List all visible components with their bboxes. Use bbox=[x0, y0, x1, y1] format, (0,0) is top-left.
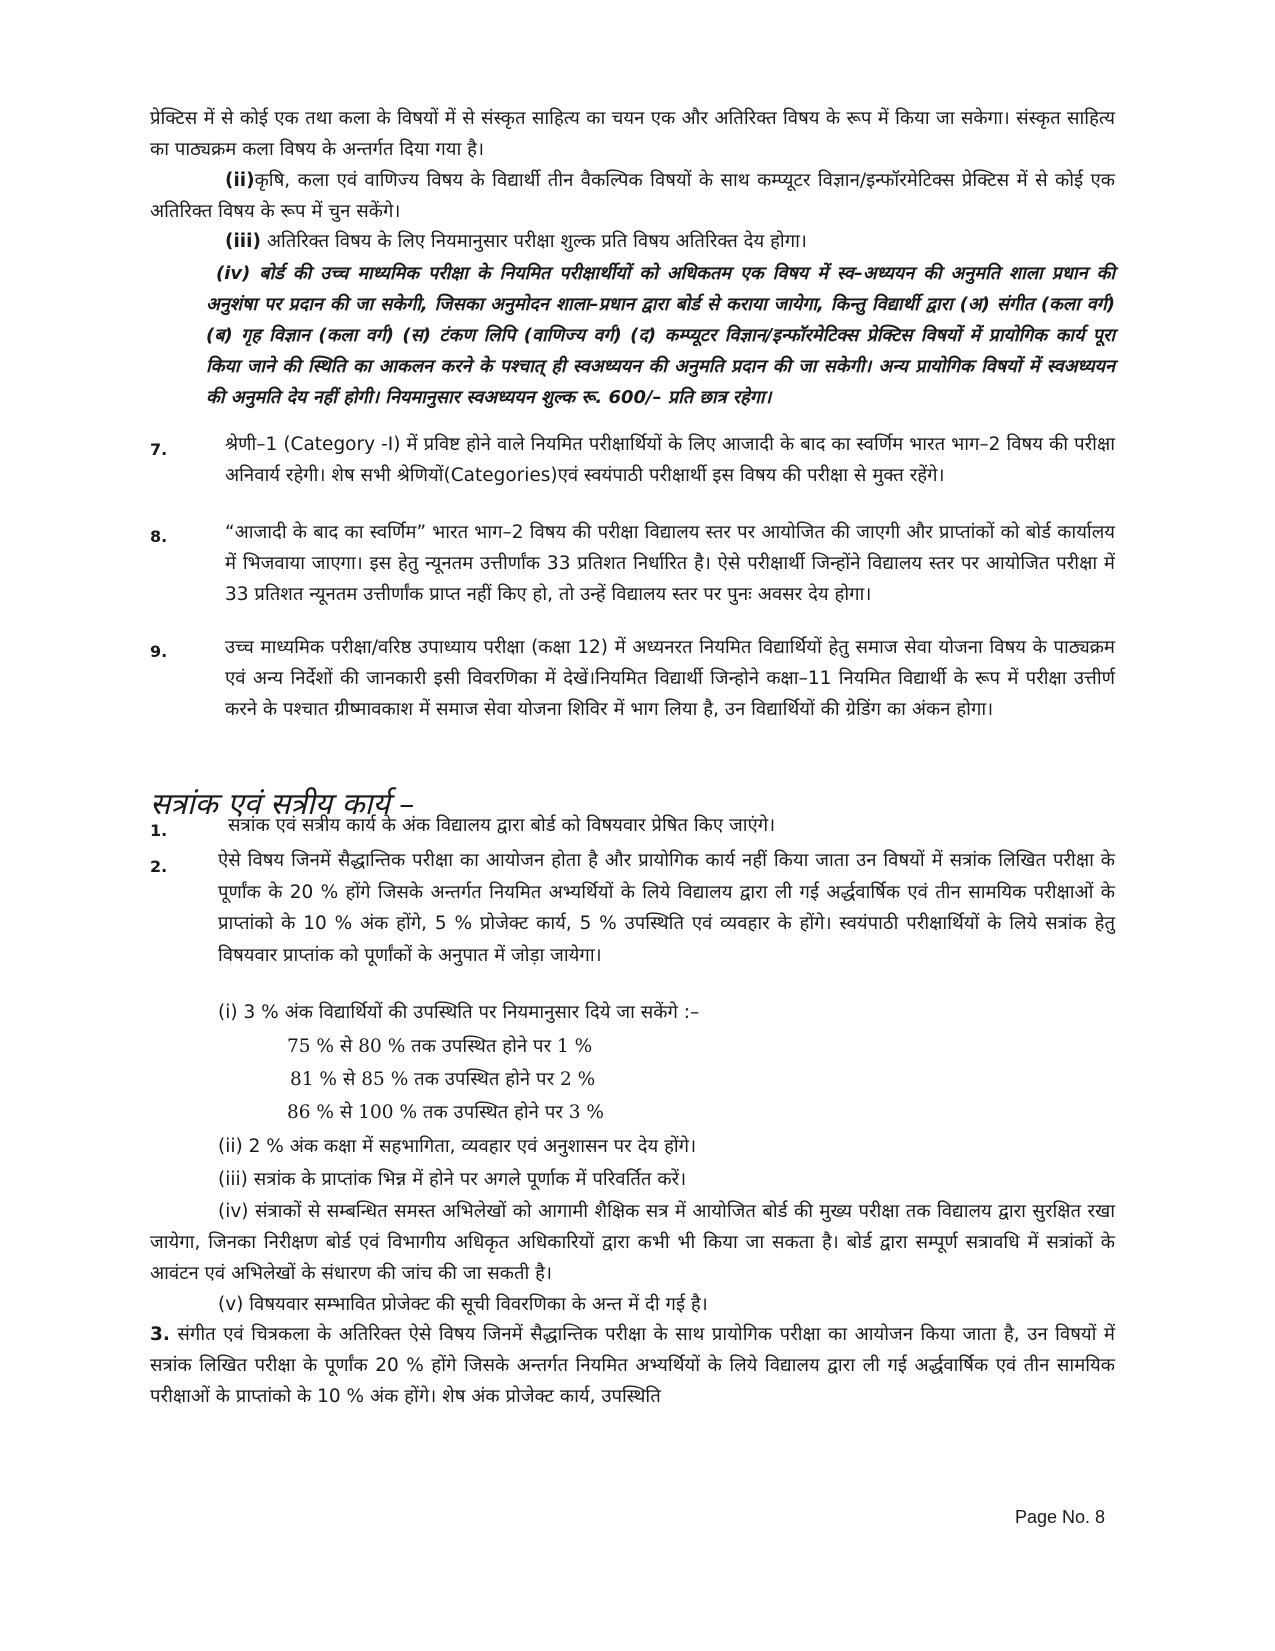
sub-item-iii: (iii) सत्रांक के प्राप्तांक भिन्न में होने पर अगले पूर्णाक में परिवर्तित करें। bbox=[218, 1169, 687, 1190]
item-3-text: संगीत एवं चित्रकला के अतिरिक्त ऐसे विषय जिनमें सैद्धान्तिक परीक्षा के साथ प्रायोगिक परीक्षा का आयोजन किया जाता है, उन विषयों में सत्रांक लिखित परीक्षा के पूर्णांक 20 % होंगे जिसके अन्तर्गत नियमित अभ्यर्थियों के लिये विद्यालय द्वारा ली गई अर्द्धवार्षिक एवं तीन सामयिक परीक्षाओं के प्राप्तांको के 10 % अंक होंगे। शेष अंक प्रोजेक्ट कार्य, उपस्थिति bbox=[150, 1324, 1115, 1407]
paragraph-ii-text: कृषि, कला एवं वाणिज्य विषय के विद्यार्थी तीन वैकल्पिक विषयों के साथ कम्प्यूटर विज्ञान/इन्फॉरमेटिक्स प्रेक्टिस में से कोई एक अतिरिक्त विषय के रूप में चुन सकेंगे। bbox=[150, 170, 1115, 222]
item-9-text: उच्च माध्यमिक परीक्षा/वरिष्ठ उपाध्याय परीक्षा (कक्षा 12) में अध्यनरत नियमित विद्यार्थियों हेतु समाज सेवा योजना विषय के पाठ्यक्रम एवं अन्य निर्देशों की जानकारी इसी विवरणिका में देखें।नियमित विद्यार्थी जिन्होने कक्षा–11 नियमित विद्यार्थी के रूप में परीक्षा उत्तीर्ण करने के पश्चात ग्रीष्मावकाश में समाज सेवा योजना शिविर में भाग लिया है, उन विद्यार्थियों की ग्रेडिंग का अंकन होगा। bbox=[225, 637, 1115, 720]
paragraph-iii bbox=[150, 226, 1115, 257]
attendance-row-2: 81 % से 85 % तक उपस्थित होने पर 2 % bbox=[290, 1069, 596, 1090]
label-ii: (ii) bbox=[225, 170, 255, 191]
attendance-row-1: 75 % से 80 % तक उपस्थित होने पर 1 % bbox=[287, 1036, 593, 1057]
section-item-2-number: 2. bbox=[150, 857, 168, 876]
section-heading: सत्रांक एवं सत्रीय कार्य – bbox=[150, 787, 415, 822]
sub-item-i: (i) 3 % अंक विद्यार्थियों की उपस्थिति पर नियमानुसार दिये जा सकेंगे :– bbox=[218, 1002, 700, 1023]
section-item-1-text: सत्रांक एवं सत्रीय कार्य के अंक विद्यालय द्वारा बोर्ड को विषयवार प्रेषित किए जाएंगे। bbox=[228, 815, 776, 836]
sub-item-ii: (ii) 2 % अंक कक्षा में सहभागिता, व्यवहार एवं अनुशासन पर देय होंगे। bbox=[218, 1136, 697, 1157]
paragraph-continuation: प्रेक्टिस में से कोई एक तथा कला के विषयों में से संस्कृत साहित्य का चयन एक और अतिरिक्त विषय के रूप में किया जा सकेगा। संस्कृत साहित्य का पाठ्यक्रम कला विषय के अन्तर्गत दिया गया है। bbox=[150, 108, 1115, 160]
page-number: Page No. 8 bbox=[1015, 1507, 1106, 1527]
paragraph-iii-text: अतिरिक्त विषय के लिए नियमानुसार परीक्षा शुल्क प्रति विषय अतिरिक्त देय होगा। bbox=[260, 231, 807, 252]
paragraph-iv-self-study: (iv) बोर्ड की उच्च माध्यमिक परीक्षा के नियमित परीक्षार्थीयों को अधिकतम एक विषय में स्व–अध्ययन की अनुमति शाला प्रधान की अनुशंषा पर प्रदान की जा सकेगी, जिसका अनुमोदन शाला–प्रधान द्वारा बोर्ड से कराया जायेगा, किन्तु विद्यार्थी द्वारा (अ) संगीत (कला वर्ग) (ब) गृह विज्ञान (कला वर्ग) (स) टंकण लिपि (वाणिज्य वर्ग) (द) कम्प्यूटर विज्ञान/इन्फॉरमेटिक्स प्रेक्टिस विषयों में प्रायोगिक कार्य पूरा किया जाने की स्थिति का आकलन करने के पश्चात् ही स्वअध्ययन की अनुमति प्रदान की जा सकेगी। अन्य प्रायोगिक विषयों में स्वअध्ययन की अनुमति देय नहीं होगी। नियमानुसार स्वअध्ययन शुल्क रू. 600/– प्रति छात्र रहेगा। bbox=[206, 263, 1115, 408]
item-7-number: 7. bbox=[150, 440, 168, 459]
section-item-2-text: ऐसे विषय जिनमें सैद्धान्तिक परीक्षा का आयोजन होता है और प्रायोगिक कार्य नहीं किया जाता उन विषयों में सत्रांक लिखित परीक्षा के पूर्णांक के 20 % होंगे जिसके अन्तर्गत नियमित अभ्यर्थियों के लिये विद्यालय द्वारा ली गई अर्द्धवार्षिक एवं तीन सामयिक परीक्षाओं के प्राप्तांको के 10 % अंक होंगे, 5 % प्रोजेक्ट कार्य, 5 % उपस्थिति एवं व्यवहार के होंगे। स्वयंपाठी परीक्षार्थियों के लिये सत्रांक हेतु विषयवार प्राप्तांक को पूर्णांकों के अनुपात में जोड़ा जायेगा। bbox=[218, 850, 1115, 966]
label-iii: (iii) bbox=[225, 231, 261, 252]
item-8-text: “आजादी के बाद का स्वर्णिम” भारत भाग–2 विषय की परीक्षा विद्यालय स्तर पर आयोजित की जाएगी और प्राप्तांकों को बोर्ड कार्यालय में भिजवाया जाएगा। इस हेतु न्यूनतम उत्तीर्णांक 33 प्रतिशत निर्धारित है। ऐसे परीक्षार्थी जिन्होंने विद्यालय स्तर पर आयोजित परीक्षा में 33 प्रतिशत न्यूनतम उत्तीर्णांक प्राप्त नहीं किए हो, तो उन्हें विद्यालय स्तर पर पुनः अवसर देय होगा। bbox=[225, 522, 1115, 605]
item-3 bbox=[150, 1319, 1115, 1412]
item-3-number: 3. bbox=[150, 1324, 170, 1345]
section-item-1-number: 1. bbox=[150, 821, 168, 840]
paragraph-ii bbox=[150, 165, 1115, 227]
sub-item-v: (v) विषयवार सम्भावित प्रोजेक्ट की सूची विवरणिका के अन्त में दी गई है। bbox=[218, 1294, 708, 1315]
item-9-number: 9. bbox=[150, 642, 168, 661]
attendance-row-3: 86 % से 100 % तक उपस्थित होने पर 3 % bbox=[287, 1102, 605, 1123]
item-8-number: 8. bbox=[150, 527, 168, 546]
item-7-text: श्रेणी–1 (Category -I) में प्रविष्ट होने वाले नियमित परीक्षार्थियों के लिए आजादी के बाद का स्वर्णिम भारत भाग–2 विषय की परीक्षा अनिवार्य रहेगी। शेष सभी श्रेणियों(Categories)एवं स्वयंपाठी परीक्षार्थी इस विषय की परीक्षा से मुक्त रहेंगे। bbox=[225, 434, 1115, 486]
sub-item-iv: (iv) संत्राकों से सम्बन्धित समस्त अभिलेखों को आगामी शैक्षिक सत्र में आयोजित बोर्ड की मुख्य परीक्षा तक विद्यालय द्वारा सुरक्षित रखा जायेगा, जिनका निरीक्षण बोर्ड एवं विभागीय अधिकृत अधिकारियों द्वारा कभी भी किया जा सकता है। बोर्ड द्वारा सम्पूर्ण सत्रावधि में सत्रांकों के आवंटन एवं अभिलेखों के संधारण की जांच की जा सकती है। bbox=[150, 1201, 1115, 1284]
